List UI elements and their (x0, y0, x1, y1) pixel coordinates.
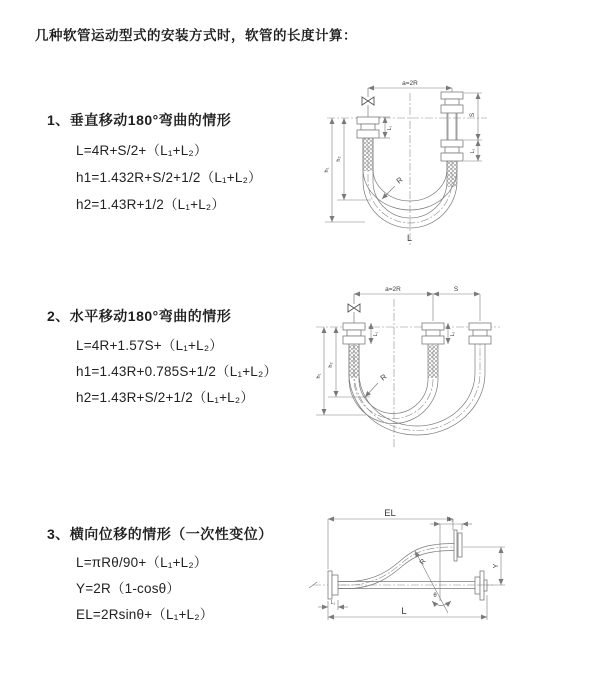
dim-label-r: R (394, 175, 405, 186)
section-1-formula-h2: h2=1.43R+1/2（L₁+L₂） (76, 197, 226, 212)
section-2-formula-l: L=4R+1.57S+（L₁+L₂） (76, 338, 223, 353)
valve-icon (348, 294, 360, 323)
dim-label-l2: L₂ (450, 331, 456, 337)
flange-fittings (343, 323, 491, 344)
dim-label-a2r: a=2R (385, 286, 401, 293)
section-2-formula-h1: h1=1.43R+0.785S+1/2（L₁+L₂） (76, 364, 278, 379)
braided-hose-section (363, 138, 373, 171)
dim-label-r: R (418, 557, 428, 567)
diagram-lateral-displacement (303, 503, 598, 638)
section-1-formula-l: L=4R+S/2+（L₁+L₂） (76, 143, 208, 158)
dim-label-h1: h₁ (324, 167, 330, 173)
hose-u-bends (349, 344, 485, 435)
centerlines (316, 299, 500, 449)
dim-label-h1: h₁ (316, 373, 322, 379)
section-1-formula-h1: h1=1.432R+S/2+1/2（L₁+L₂） (76, 170, 262, 185)
dim-label-h2: h₂ (328, 362, 334, 368)
braided-hose-section (349, 345, 359, 378)
dim-label-s: S (453, 286, 459, 293)
diagram-horizontal-180-bend (308, 281, 598, 461)
dim-label-l2: L₂ (470, 148, 476, 154)
section-3-formula-el: EL=2Rsinθ+（L₁+L₂） (76, 607, 214, 622)
dim-label-theta: θ (433, 593, 437, 599)
braided-hose-section (428, 345, 438, 378)
dim-label-el: EL (384, 508, 396, 519)
dim-label-l1: L₁ (387, 125, 393, 131)
dim-label-h2: h₂ (336, 156, 342, 162)
section-2-heading: 2、水平移动180°弯曲的情形 (47, 308, 232, 324)
section-1-heading: 1、垂直移动180°弯曲的情形 (47, 112, 232, 128)
flange-fittings (328, 530, 487, 600)
page-title: 几种软管运动型式的安装方式时，软管的长度计算： (35, 28, 357, 43)
section-2-formula-h2: h2=1.43R+S/2+1/2（L₁+L₂） (76, 390, 255, 405)
dim-label-l2: L₂ (448, 517, 454, 523)
braided-hose-section (447, 161, 457, 187)
dim-label-r: R (378, 372, 389, 383)
section-3-formula-y: Y=2R（1-cosθ） (76, 581, 181, 596)
section-3-formula-l: L=πRθ/90+（L₁+L₂） (76, 555, 208, 570)
dim-label-y: Y (493, 563, 500, 569)
section-3-heading: 3、横向位移的情形（一次性变位） (47, 526, 273, 542)
dim-label-l: L (401, 606, 407, 617)
angle-construction (415, 524, 451, 613)
valve-icon (362, 88, 374, 117)
dimension-lines (316, 294, 480, 415)
dim-label-s: S (469, 112, 476, 118)
dim-label-l1: L₁ (330, 600, 336, 606)
dim-label-l1: L₁ (373, 331, 379, 337)
dim-label-a2r: a=2R (402, 80, 418, 87)
dimension-labels (331, 508, 500, 617)
dim-label-l: L (407, 233, 413, 243)
dimension-lines (318, 519, 505, 620)
diagram-vertical-180-bend (315, 73, 590, 268)
